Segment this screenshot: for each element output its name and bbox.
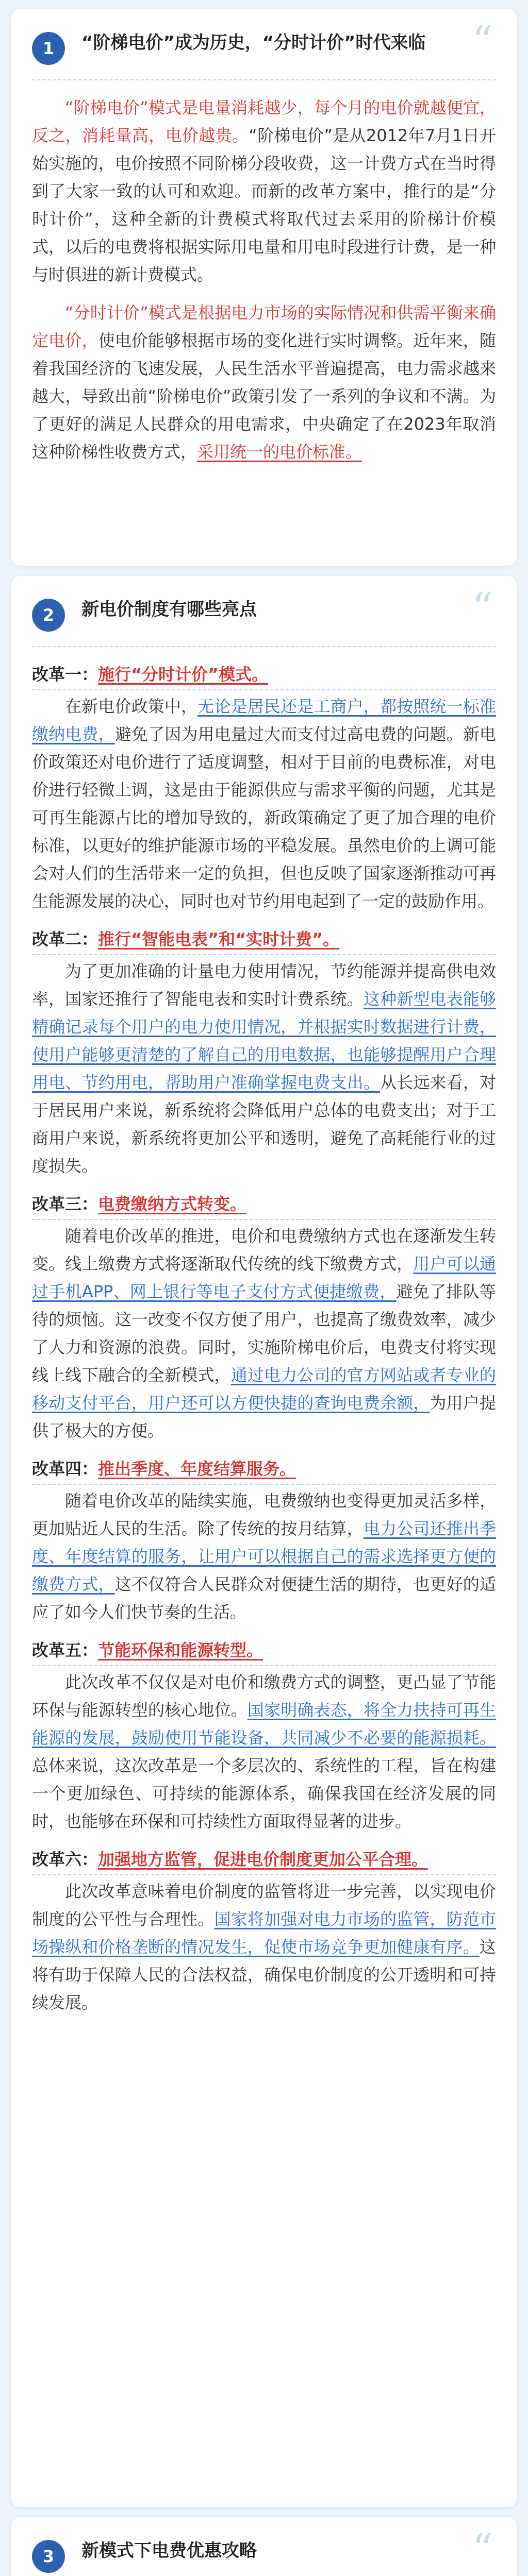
highlight-text: 无论是居民还是工商户，都按照统一标准缴纳电费， bbox=[32, 697, 496, 744]
highlight-text: 这种新型电表能够精确记录每个用户的电力使用情况，并根据实时数据进行计费，使用户能够更清楚的了解自己的用电数据，也能够提醒用户合理用电、节约用电，帮助用户准确掌握电费支出。 bbox=[32, 989, 496, 1092]
quote-mark-icon: “ bbox=[472, 584, 493, 632]
text-run: 此次改革不仅仅是对电价和缴费方式的调整，更凸显了节能环保与能源转型的核心地位。 bbox=[32, 1672, 496, 1720]
text-run: 避免了排队等待的烦恼。这一改变不仅方便了用户，也提高了缴费效率，减少了人力和资源的浪费。同时，实施阶梯电价后，电费支付将实现线上线下融合的全新模式， bbox=[32, 1282, 496, 1385]
section-divider bbox=[32, 646, 496, 647]
highlight-text: “阶梯电价”模式是电量消耗越少，每个月的电价就越便宜，反之，消耗量高，电价越贵。 bbox=[32, 98, 496, 145]
text-run: 避免了因为用电量过大而支付过高电费的问题。新电价政策还对电价进行了适度调整，相对于目前的电费标准，对电价进行轻微上调，这是由于能源供应与需求平衡的问题，尤其是可再生能源占比的增加导致的，新政策确定了更了加合理的电价标准，以更好的维护能源市场的平稳发展。虽然电价的上调可能会对人们的生活带来一定的负担，但也反映了国家逐渐推动可再生能源发展的决心，同时也对节约用电起到了一定的鼓励作用。 bbox=[32, 724, 496, 911]
highlight-text: 电力公司还推出季度、年度结算的服务，让用户可以根据自己的需求选择更方便的缴费方式， bbox=[32, 1519, 496, 1594]
section-header bbox=[32, 584, 496, 643]
text-run: 为用户提供了极大的方便。 bbox=[32, 1393, 496, 1440]
text-run: 从长远来看，对于居民用户来说，新系统将会降低用户总体的电费支出；对于工商用户来说，新系统将更加公平和透明，避免了高耗能行业的过度损失。 bbox=[32, 1073, 496, 1176]
section-header bbox=[32, 17, 496, 76]
highlight-text: 国家将加强对电力市场的监管，防范市场操纵和价格垄断的情况发生，促使市场竞争更加健康有序。 bbox=[32, 1909, 496, 1957]
paragraph bbox=[32, 1877, 496, 2016]
section-number-badge: 1 bbox=[32, 32, 65, 65]
highlight-text: 国家明确表态，将全力扶持可再生能源的发展，鼓励使用节能设备，共同减少不必要的能源损耗。 bbox=[32, 1700, 496, 1748]
section-card-1 bbox=[11, 9, 517, 566]
paragraph bbox=[32, 299, 496, 466]
paragraph bbox=[32, 957, 496, 1180]
text-run: 此次改革意味着电价制度的监管将进一步完善，以实现电价制度的公平性与合理性。 bbox=[32, 1882, 496, 1929]
paragraph bbox=[32, 94, 496, 289]
section-divider bbox=[32, 79, 496, 80]
quote-mark-icon: “ bbox=[472, 2525, 493, 2573]
reform-heading: 改革五：节能环保和能源转型。 bbox=[32, 1636, 496, 1666]
text-run: 随着电价改革的陆续实施，电费缴纳也变得更加灵活多样，更加贴近人民的生活。除了传统的按月结算， bbox=[32, 1491, 496, 1538]
highlight-text: 采用统一的电价标准。 bbox=[197, 442, 362, 462]
section-card-2 bbox=[11, 576, 517, 2507]
section-number-badge: 3 bbox=[32, 2540, 65, 2573]
section-number-badge: 2 bbox=[32, 599, 65, 632]
text-run: 这将有助于保障人民的合法权益，确保电价制度的公开透明和可持续发展。 bbox=[32, 1937, 496, 2012]
reform-heading: 改革二：推行“智能电表”和“实时计费”。 bbox=[32, 925, 496, 955]
section-title: 新电价制度有哪些亮点 bbox=[81, 599, 257, 620]
paragraph bbox=[32, 1668, 496, 1835]
text-run: 随着电价改革的推进，电价和电费缴纳方式也在逐渐发生转变。线上缴费方式将逐渐取代传统的线下缴费方式， bbox=[32, 1226, 496, 1274]
text-run: 总体来说，这次改革是一个多层次的、系统性的工程，旨在构建一个更加绿色、可持续的能源体系，确保我国在经济发展的同时，也能够在环保和可持续性方面取得显著的进步。 bbox=[32, 1756, 496, 1831]
text-run: 为了更加准确的计量电力使用情况，节约能源并提高供电效率，国家还推行了智能电表和实时计费系统。 bbox=[32, 961, 496, 1009]
paragraph bbox=[32, 1487, 496, 1626]
reform-heading: 改革一：施行“分时计价”模式。 bbox=[32, 660, 496, 690]
section-title: “阶梯电价”成为历史，“分时计价”时代来临 bbox=[81, 32, 426, 53]
text-run: 使电价能够根据市场的变化进行实时调整。近年来，随着我国经济的飞速发展，人民生活水平普遍提高，电力需求越来越大，导致出前“阶梯电价”政策引发了一系列的争议和不满。为了更好的满足人民群众的用电需求，中央确定了在2023年取消这种阶梯性收费方式， bbox=[32, 331, 496, 462]
text-run: “阶梯电价”是从2012年7月1日开始实施的，电价按照不同阶梯分段收费，这一计费方式在当时得到了大家一致的认可和欢迎。而新的改革方案中，推行的是“分时计价”，这种全新的计费模式将取代过去采用的阶梯计价模式，以后的电费将根据实际用电量和用电时段进行计费，是一种与时俱进的新计费模式。 bbox=[32, 126, 496, 284]
reform-heading: 改革四：推出季度、年度结算服务。 bbox=[32, 1455, 496, 1485]
highlight-text: 通过电力公司的官方网站或者专业的移动支付平台，用户还可以方便快捷的查询电费余额， bbox=[32, 1365, 496, 1413]
text-run: 这不仅符合人民群众对便捷生活的期待，也更好的适应了如今人们快节奏的生活。 bbox=[32, 1574, 496, 1622]
paragraph bbox=[32, 1222, 496, 1445]
section-header bbox=[32, 2525, 496, 2576]
text-run: 在新电价政策中， bbox=[65, 697, 198, 716]
reform-heading: 改革六：加强地方监管，促进电价制度更加公平合理。 bbox=[32, 1845, 496, 1875]
section-card-3 bbox=[11, 2517, 517, 2576]
reform-heading: 改革三：电费缴纳方式转变。 bbox=[32, 1190, 496, 1220]
highlight-text: “分时计价”模式是根据电力市场的实际情况和供需平衡来确定电价， bbox=[32, 303, 496, 350]
paragraph bbox=[32, 692, 496, 915]
quote-mark-icon: “ bbox=[472, 17, 493, 65]
highlight-text: 用户可以通过手机APP、网上银行等电子支付方式便捷缴费， bbox=[32, 1254, 496, 1301]
section-title: 新模式下电费优惠攻略 bbox=[81, 2540, 257, 2561]
